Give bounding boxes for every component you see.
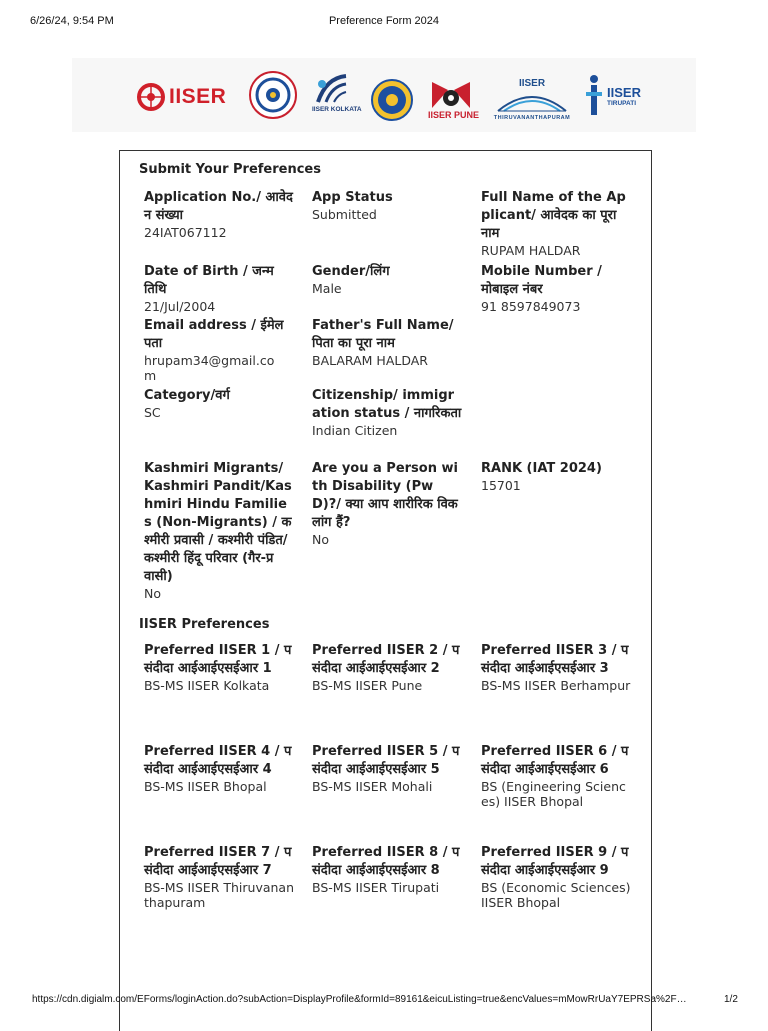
preference-label: Preferred IISER 4 / पसंदीदा आईआईएसईआर 4 <box>144 744 292 777</box>
logo-tirupati-subtext: TIRUPATI <box>607 100 637 107</box>
preference-5 <box>312 743 462 794</box>
logo-tirupati-text: IISER <box>607 85 641 100</box>
field-label: Email address / ईमेल पता <box>144 318 284 351</box>
preference-1 <box>144 642 294 693</box>
section-title-iiser-preferences: IISER Preferences <box>139 617 270 632</box>
field-label: Are you a Person with Disability (PwD)?/ क्या आप शारीरिक विकलांग हैं? <box>312 461 458 530</box>
field-applicant-name <box>481 189 631 258</box>
field-label: Category/वर्ग <box>144 388 230 403</box>
preference-value: BS-MS IISER Thiruvananthapuram <box>144 880 295 910</box>
logo-berhampur-text: IISER <box>169 85 227 108</box>
field-label: Gender/लिंग <box>312 264 390 279</box>
field-value: No <box>144 586 161 601</box>
field-date-of-birth <box>144 263 294 314</box>
section-title-submit-preferences: Submit Your Preferences <box>139 162 321 177</box>
preference-9 <box>481 844 631 910</box>
logo-iiser-pune <box>428 76 479 120</box>
pune-emblem-icon <box>428 76 474 110</box>
preference-value: BS (Engineering Sciences) IISER Bhopal <box>481 779 626 809</box>
field-value: 91 8597849073 <box>481 299 581 314</box>
field-father-name <box>312 317 462 368</box>
field-pwd <box>312 460 462 547</box>
field-label: Date of Birth / जन्म तिथि <box>144 264 274 297</box>
preference-label: Preferred IISER 9 / पसंदीदा आईआईएसईआर 9 <box>481 845 629 878</box>
logo-iiser-berhampur <box>134 82 226 112</box>
preference-value: BS-MS IISER Pune <box>312 678 423 693</box>
preference-value: BS-MS IISER Tirupati <box>312 880 440 895</box>
field-gender <box>312 263 462 296</box>
preference-label: Preferred IISER 5 / पसंदीदा आईआईएसईआर 5 <box>312 744 460 777</box>
logo-kolkata-text: IISER KOLKATA <box>312 106 362 113</box>
preference-value: BS-MS IISER Mohali <box>312 779 433 794</box>
logo-iiser-kolkata <box>312 72 362 113</box>
preference-label: Preferred IISER 3 / पसंदीदा आईआईएसईआर 3 <box>481 643 629 676</box>
logo-tvm-subtext: THIRUVANANTHAPURAM <box>493 115 571 121</box>
preference-form <box>119 150 652 1031</box>
preference-value: BS-MS IISER Bhopal <box>144 779 267 794</box>
field-label: App Status <box>312 190 393 205</box>
logo-iiser-thiruvananthapuram <box>494 78 570 121</box>
field-label: RANK (IAT 2024) <box>481 461 602 476</box>
preference-4 <box>144 743 294 794</box>
field-value: RUPAM HALDAR <box>481 243 581 258</box>
field-value: hrupam34@gmail.com <box>144 353 275 383</box>
logo-iiser-bhopal <box>248 70 298 120</box>
mohali-seal-icon <box>370 78 414 122</box>
bhopal-seal-icon <box>248 70 298 120</box>
field-value: BALARAM HALDAR <box>312 353 428 368</box>
preference-value: BS-MS IISER Berhampur <box>481 678 631 693</box>
field-value: 15701 <box>481 478 521 493</box>
field-value: SC <box>144 405 161 420</box>
field-value: 24IAT067112 <box>144 225 227 240</box>
berhampur-emblem-icon <box>134 82 168 112</box>
field-application-no <box>144 189 294 240</box>
logo-banner <box>72 58 696 132</box>
field-label: Father's Full Name/ पिता का पूरा नाम <box>312 318 454 351</box>
preference-label: Preferred IISER 6 / पसंदीदा आईआईएसईआर 6 <box>481 744 629 777</box>
preference-2 <box>312 642 462 693</box>
preference-value: BS (Economic Sciences) IISER Bhopal <box>481 880 631 910</box>
logo-pune-text: IISER PUNE <box>428 110 480 120</box>
preference-label: Preferred IISER 2 / पसंदीदा आईआईएसईआर 2 <box>312 643 460 676</box>
field-email <box>144 317 284 383</box>
tvm-arc-icon <box>494 89 570 115</box>
field-value: No <box>312 532 329 547</box>
field-value: Submitted <box>312 207 377 222</box>
field-citizenship <box>312 387 462 438</box>
logo-tvm-text: IISER <box>518 78 546 89</box>
field-label: Full Name of the Applicant/ आवेदक का पूरा नाम <box>481 190 626 241</box>
field-label: Application No./ आवेदन संख्या <box>144 190 293 223</box>
tirupati-emblem-icon <box>584 74 604 118</box>
preference-3 <box>481 642 631 693</box>
print-title: Preference Form 2024 <box>328 15 440 27</box>
print-date: 6/26/24, 9:54 PM <box>30 15 114 27</box>
field-value: 21/Jul/2004 <box>144 299 216 314</box>
field-category <box>144 387 294 420</box>
preference-7 <box>144 844 294 910</box>
preference-6 <box>481 743 631 809</box>
logo-iiser-tirupati <box>584 74 641 118</box>
preference-8 <box>312 844 462 895</box>
preference-value: BS-MS IISER Kolkata <box>144 678 270 693</box>
field-value: Indian Citizen <box>312 423 398 438</box>
preference-label: Preferred IISER 8 / पसंदीदा आईआईएसईआर 8 <box>312 845 460 878</box>
preference-label: Preferred IISER 7 / पसंदीदा आईआईएसईआर 7 <box>144 845 292 878</box>
field-app-status <box>312 189 462 222</box>
print-page-number: 1/2 <box>724 994 738 1005</box>
field-value: Male <box>312 281 342 296</box>
kolkata-emblem-icon <box>312 72 352 106</box>
field-mobile-number <box>481 263 631 314</box>
field-rank <box>481 460 631 493</box>
field-kashmiri-migrant <box>144 460 294 601</box>
field-label: Citizenship/ immigration status / नागरिकता <box>312 388 462 421</box>
logo-iiser-mohali <box>370 78 414 122</box>
preference-label: Preferred IISER 1 / पसंदीदा आईआईएसईआर 1 <box>144 643 292 676</box>
field-label: Mobile Number / मोबाइल नंबर <box>481 264 602 297</box>
field-label: Kashmiri Migrants/ Kashmiri Pandit/Kashmiri Hindu Families (Non-Migrants) / कश्मीरी प्रवासी / कश्मीरी पंडित/कश्मीरी हिंदू परिवार (गैर-प्रवासी) <box>144 461 292 584</box>
print-url: https://cdn.digialm.com/EForms/loginAction.do?subAction=DisplayProfile&formId=89161&eicuListing=true&encValues=mMowRrUaY7EPRSa%2F… <box>32 994 687 1005</box>
